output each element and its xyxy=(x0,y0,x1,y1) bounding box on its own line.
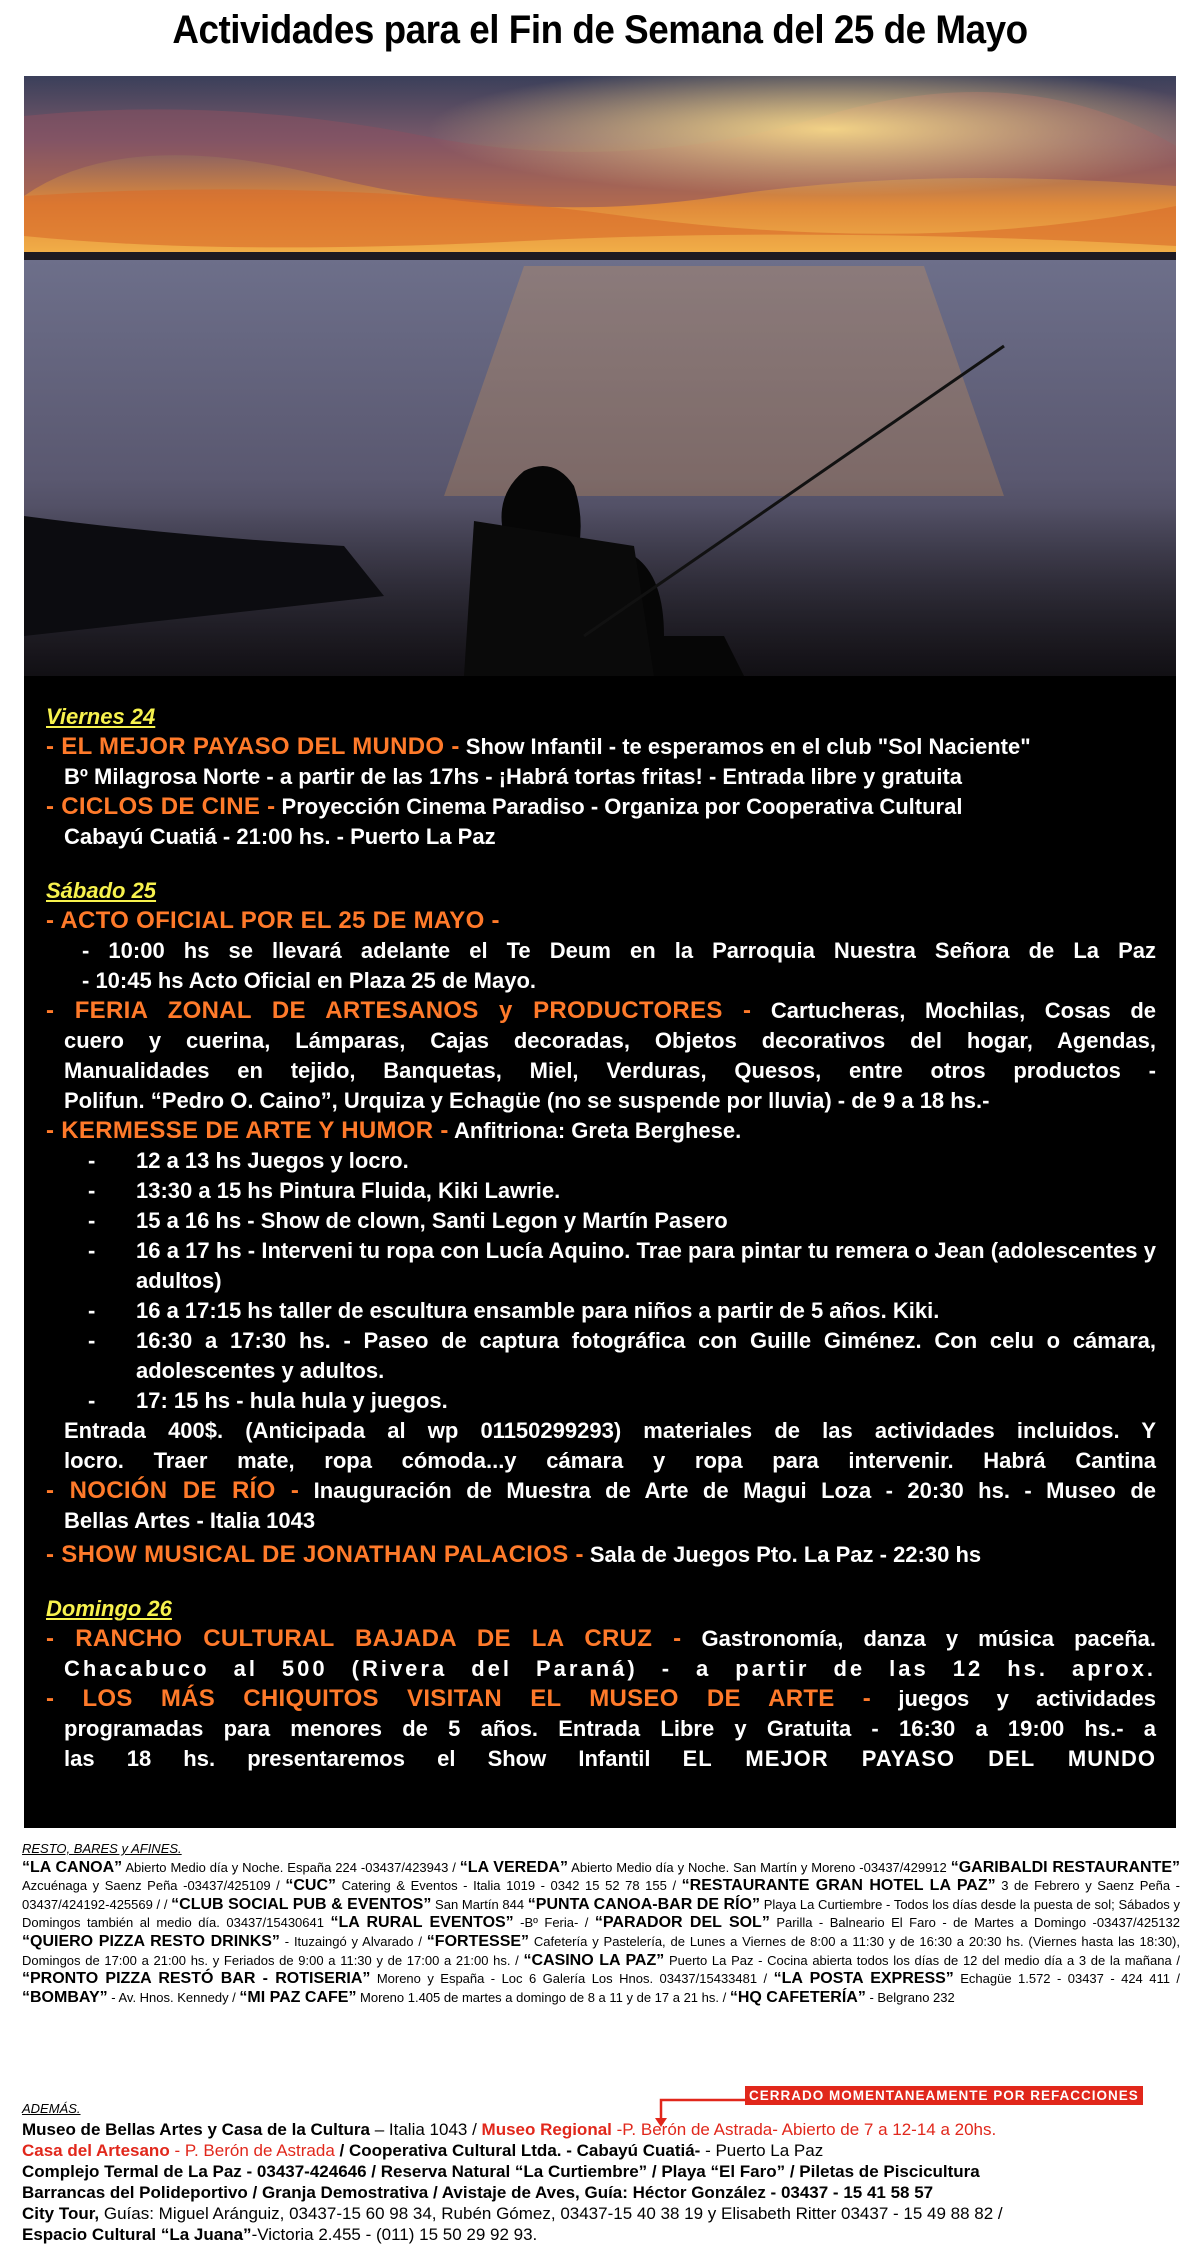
ademas-line: Museo de Bellas Artes y Casa de la Cultura – Italia 1043 / Museo Regional -P. Berón de Astrada- Abierto de 7 a 12-14 a 20hs. xyxy=(22,2120,997,2139)
ademas-line: Espacio Cultural “La Juana”-Victoria 2.455 - (011) 15 50 29 92 93. xyxy=(22,2225,538,2244)
closed-badge: CERRADO MOMENTANEAMENTE POR REFACCIONES xyxy=(745,2086,1143,2105)
kermesse-item: - 15 a 16 hs - Show de clown, Santi Legon y Martín Pasero xyxy=(88,1208,728,1233)
events-content xyxy=(46,702,1156,1774)
ademas-line: City Tour, Guías: Miguel Aránguiz, 03437-15 60 98 34, Rubén Gómez, 03437-15 40 38 19 y Elisabeth Ritter 03437 - 15 49 88 82 / xyxy=(22,2204,1003,2223)
resto-info: Abierto Medio día y Noche. San Martín y Moreno -03437/429912 xyxy=(567,1859,951,1875)
event-chiquitos xyxy=(46,1684,1156,1714)
event-text: Show Infantil - te esperamos en el club "Sol Naciente" xyxy=(459,734,1031,759)
event-text-cont: programadas para menores de 5 años. Entrada Libre y Gratuita - 16:30 a 19:00 hs.- a xyxy=(64,1716,1156,1741)
event-title: - FERIA ZONAL DE ARTESANOS y PRODUCTORES - xyxy=(46,997,752,1024)
resto-name: “PRONTO PIZZA RESTÓ BAR - ROTISERIA” xyxy=(22,1970,371,1988)
day-label-sabado: Sábado 25 xyxy=(46,878,157,903)
resto-info: San Martín 844 xyxy=(431,1896,528,1912)
kermesse-extra: Entrada 400$. (Anticipada al wp 01150299293) materiales de las actividades incluidos. Y xyxy=(64,1418,1156,1443)
resto-info: - Ituzaingó y Alvarado / xyxy=(279,1933,427,1949)
ademas-heading: ADEMÁS. xyxy=(22,2101,81,2116)
resto-info: Moreno y España - Loc 6 Galería Los Hnos. 03437/15433481 / xyxy=(370,1971,774,1987)
event-kermesse xyxy=(46,1116,1156,1146)
resto-info: Catering & Eventos - Italia 1019 - 0342 15 52 78 155 / xyxy=(336,1878,682,1894)
resto-name: “MI PAZ CAFE” xyxy=(239,1988,357,2006)
resto-name: “LA RURAL EVENTOS” xyxy=(330,1914,514,1932)
event-text-cont: Manualidades en tejido, Banquetas, Miel, Verduras, Quesos, entre otros productos - xyxy=(64,1058,1156,1083)
resto-name: “CUC” xyxy=(285,1877,337,1895)
kermesse-item: - 16 a 17:15 hs taller de escultura ensamble para niños a partir de 5 años. Kiki. xyxy=(88,1298,940,1323)
resto-info: - Av. Hnos. Kennedy / xyxy=(107,1989,240,2005)
event-text: Anfitriona: Greta Berghese. xyxy=(448,1118,742,1143)
resto-info: Parilla - Balneario El Faro - de Martes a Domingo -03437/425132 xyxy=(769,1915,1180,1931)
event-payaso xyxy=(46,732,1156,762)
resto-name: “PARADOR DEL SOL” xyxy=(594,1914,770,1932)
kermesse-item: - 16:30 a 17:30 hs. - Paseo de captura fotográfica con Guille Giménez. Con celu o cámara, adolescentes y adultos. xyxy=(88,1328,1156,1383)
event-text: Gastronomía, danza y música paceña. xyxy=(681,1626,1157,1651)
event-text: Proyección Cinema Paradiso - Organiza por Cooperativa Cultural xyxy=(275,794,963,819)
event-text: Cartucheras, Mochilas, Cosas de xyxy=(751,998,1157,1023)
event-title: - ACTO OFICIAL POR EL 25 DE MAYO - xyxy=(46,907,500,934)
event-title: - CICLOS DE CINE - xyxy=(46,793,276,820)
resto-info: Playa La Curtiembre - Todos los días desde la puesta de sol; Sábados y Domingos también al medio día. 03437/15430641 xyxy=(22,1896,1180,1931)
resto-info: Cafetería y Pastelería, de Lunes a Viernes de 8:00 a 11:30 y de 16:30 a 20:30 hs. (Viernes hasta las 18:30), Domingos de 17:00 a 21:00 hs. y Feriados de 9:00 a 11:30 y de 17:00 a 21:00 hs. / xyxy=(22,1933,1181,1968)
kermesse-item: - 17: 15 hs - hula hula y juegos. xyxy=(88,1388,448,1413)
resto-info: Abierto Medio día y Noche. España 224 -03437/423943 / xyxy=(122,1859,460,1875)
resto-section xyxy=(22,1840,1180,2007)
ademas-line: Casa del Artesano - P. Berón de Astrada / Cooperativa Cultural Ltda. - Cabayú Cuatiá- - Puerto La Paz xyxy=(22,2141,824,2160)
poster xyxy=(24,76,1176,1828)
event-text-cont: las 18 hs. presentaremos el Show Infantil EL MEJOR PAYASO DEL MUNDO xyxy=(64,1746,1156,1771)
sunset-fishing-photo xyxy=(24,76,1176,806)
ademas-section xyxy=(22,2098,1180,2245)
kermesse-item: - 13:30 a 15 hs Pintura Fluida, Kiki Lawrie. xyxy=(88,1178,561,1203)
event-title: - SHOW MUSICAL DE JONATHAN PALACIOS - xyxy=(46,1541,584,1568)
resto-name: “RESTAURANTE GRAN HOTEL LA PAZ” xyxy=(681,1877,996,1895)
resto-name: “BOMBAY” xyxy=(22,1988,108,2006)
page-title: Actividades para el Fin de Semana del 25 de Mayo xyxy=(172,8,1028,52)
event-feria xyxy=(46,996,1156,1026)
event-text-cont: Chacabuco al 500 (Rivera del Paraná) - a partir de las 12 hs. aprox. xyxy=(64,1656,1156,1681)
day-label-viernes: Viernes 24 xyxy=(46,704,156,729)
kermesse-item: - 12 a 13 hs Juegos y locro. xyxy=(88,1148,409,1173)
event-text-cont: cuero y cuerina, Lámparas, Cajas decoradas, Objetos decorativos del hogar, Agendas, xyxy=(64,1028,1156,1053)
event-text-cont: Polifun. “Pedro O. Caino”, Urquiza y Echagüe (no se suspende por lluvia) - de 9 a 18 hs.- xyxy=(64,1088,990,1113)
resto-name: “CLUB SOCIAL PUB & EVENTOS” xyxy=(171,1895,432,1913)
event-cine xyxy=(46,792,1156,822)
ademas-line: Barrancas del Polideportivo / Granja Demostrativa / Avistaje de Aves, Guía: Héctor González - 03437 - 15 41 58 57 xyxy=(22,2183,934,2202)
resto-name: “PUNTA CANOA-BAR DE RÍO” xyxy=(527,1895,761,1913)
kermesse-item: - 16 a 17 hs - Interveni tu ropa con Lucía Aquino. Trae para pintar tu remera o Jean (adolescentes y adultos) xyxy=(88,1238,1156,1293)
event-text: Inauguración de Muestra de Arte de Magui Loza - 20:30 hs. - Museo de xyxy=(299,1478,1156,1503)
day-label-domingo: Domingo 26 xyxy=(46,1596,172,1621)
event-title: - LOS MÁS CHIQUITOS VISITAN EL MUSEO DE ARTE - xyxy=(46,1685,872,1712)
resto-name: “FORTESSE” xyxy=(426,1932,530,1950)
event-text-cont: Cabayú Cuatiá - 21:00 hs. - Puerto La Paz xyxy=(64,824,496,849)
resto-name: “LA POSTA EXPRESS” xyxy=(773,1970,954,1988)
event-text-cont: Bº Milagrosa Norte - a partir de las 17hs - ¡Habrá tortas fritas! - Entrada libre y gratuita xyxy=(64,764,963,789)
resto-name: “QUIERO PIZZA RESTO DRINKS” xyxy=(22,1932,280,1950)
resto-info: Echagüe 1.572 - 03437 - 424 411 / xyxy=(953,1971,1180,1987)
resto-name: “GARIBALDI RESTAURANTE” xyxy=(950,1858,1181,1876)
event-title: - RANCHO CULTURAL BAJADA DE LA CRUZ - xyxy=(46,1625,682,1652)
event-title: - EL MEJOR PAYASO DEL MUNDO - xyxy=(46,733,460,760)
event-show xyxy=(46,1540,1156,1570)
kermesse-extra: locro. Traer mate, ropa cómoda...y cámara y ropa para intervenir. Habrá Cantina xyxy=(64,1448,1156,1473)
resto-info: 3 de Febrero y Saenz Peña - 03437/424192-425569 / / xyxy=(22,1878,1180,1912)
event-rancho xyxy=(46,1624,1156,1654)
event-text: juegos y actividades xyxy=(871,1686,1156,1711)
resto-name: “CASINO LA PAZ” xyxy=(523,1951,665,1969)
resto-info: Azcuénaga y Saenz Peña -03437/425109 / xyxy=(22,1878,286,1894)
resto-name: “LA VEREDA” xyxy=(459,1858,568,1876)
event-title: - KERMESSE DE ARTE Y HUMOR - xyxy=(46,1117,449,1144)
event-acto xyxy=(46,906,1156,936)
resto-name: “HQ CAFETERÍA” xyxy=(729,1988,866,2006)
acto-item: - 10:00 hs se llevará adelante el Te Deum en la Parroquia Nuestra Señora de La Paz xyxy=(82,938,1156,963)
resto-info: Moreno 1.405 de martes a domingo de 8 a 11 y de 17 a 21 hs. / xyxy=(356,1989,730,2005)
resto-info: - Belgrano 232 xyxy=(865,1989,955,2005)
resto-info: Puerto La Paz - Cocina abierta todos los días de 12 del medio día a 3 de la mañana / xyxy=(664,1952,1181,1968)
event-nocion xyxy=(46,1476,1156,1506)
resto-info: -Bº Feria- / xyxy=(513,1915,595,1931)
event-text-cont: Bellas Artes - Italia 1043 xyxy=(64,1508,316,1533)
resto-name: “LA CANOA” xyxy=(22,1858,123,1876)
ademas-line: Complejo Termal de La Paz - 03437-424646 / Reserva Natural “La Curtiembre” / Playa “El Faro” / Piletas de Piscicultura xyxy=(22,2162,980,2181)
event-text: Sala de Juegos Pto. La Paz - 22:30 hs xyxy=(583,1542,982,1567)
acto-item: - 10:45 hs Acto Oficial en Plaza 25 de Mayo. xyxy=(82,968,537,993)
resto-list xyxy=(22,1859,1180,2008)
event-title: - NOCIÓN DE RÍO - xyxy=(46,1477,300,1504)
resto-heading: RESTO, BARES y AFINES. xyxy=(22,1841,182,1856)
